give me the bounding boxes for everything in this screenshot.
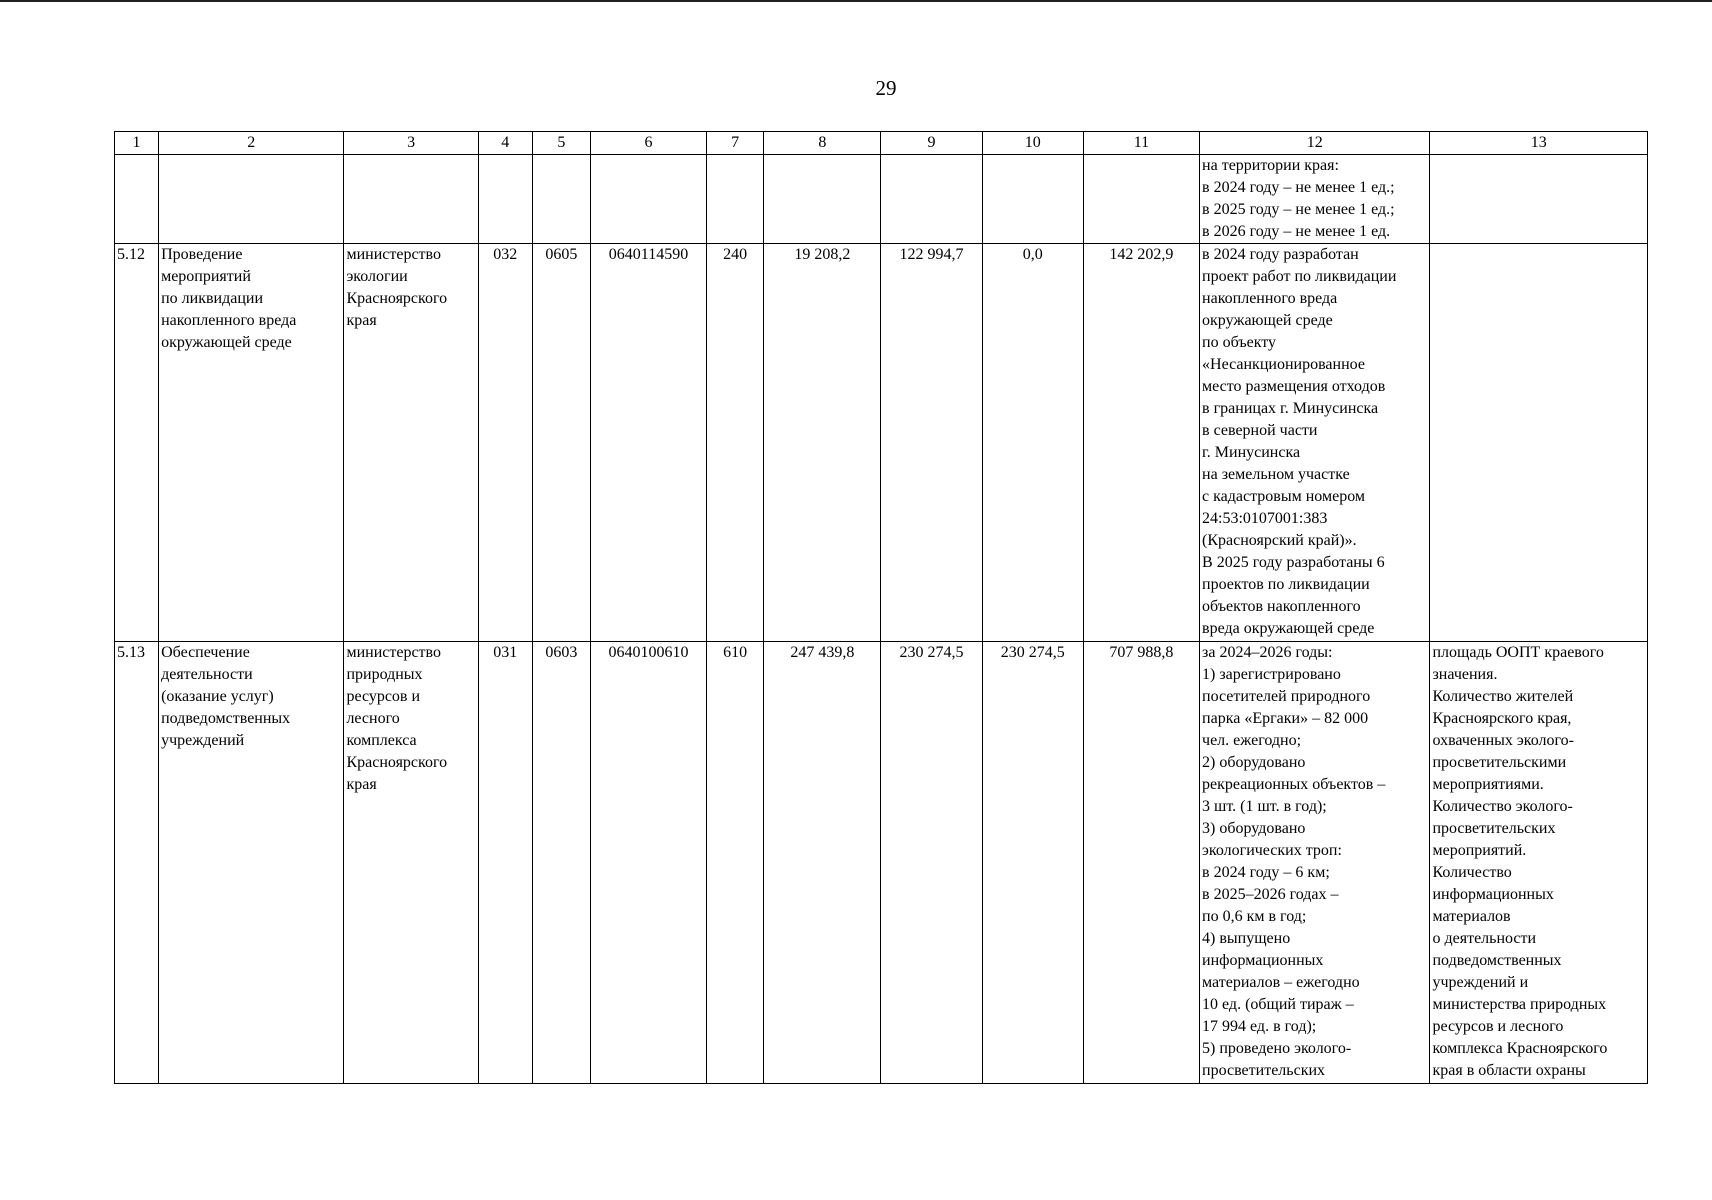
code-cell: 240 — [707, 244, 764, 642]
amount-cell: 247 439,8 — [764, 642, 881, 1084]
column-header: 10 — [982, 132, 1083, 155]
row-number-cell: 5.13 — [115, 642, 159, 1084]
column-header: 12 — [1200, 132, 1430, 155]
table-row — [115, 642, 1648, 1084]
code-cell — [590, 155, 706, 244]
table-row — [115, 155, 1648, 244]
code-cell: 610 — [707, 642, 764, 1084]
executor-cell: министерство экологии Красноярского края — [344, 244, 478, 642]
column-header: 8 — [764, 132, 881, 155]
column-header: 13 — [1430, 132, 1648, 155]
code-cell: 0640114590 — [590, 244, 706, 642]
activity-name-cell: Проведение мероприятий по ликвидации накопленного вреда окружающей среде — [159, 244, 344, 642]
result-cell: в 2024 году разработан проект работ по ликвидации накопленного вреда окружающей среде по объекту «Несанкционированное место размещения отходов в границах г. Минусинска в северной части г. Минусинска на земельном участке с кадастровым номером 24:53:0107001:383 (Красноярский край)». В 2025 году разработаны 6 проектов по ликвидации объектов накопленного вреда окружающей среде — [1200, 244, 1430, 642]
amount-cell: 19 208,2 — [764, 244, 881, 642]
activity-name-cell — [159, 155, 344, 244]
amount-cell — [764, 155, 881, 244]
column-header: 9 — [881, 132, 982, 155]
amount-cell: 707 988,8 — [1083, 642, 1199, 1084]
activity-name-cell: Обеспечение деятельности (оказание услуг) подведомственных учреждений — [159, 642, 344, 1084]
code-cell: 0640100610 — [590, 642, 706, 1084]
column-header: 6 — [590, 132, 706, 155]
column-header: 3 — [344, 132, 478, 155]
code-cell — [707, 155, 764, 244]
indicator-cell — [1430, 244, 1648, 642]
code-cell: 032 — [478, 244, 532, 642]
page-top-border — [0, 0, 1712, 2]
table-header-row — [115, 132, 1648, 155]
code-cell — [532, 155, 590, 244]
row-number-cell: 5.12 — [115, 244, 159, 642]
column-header: 5 — [532, 132, 590, 155]
executor-cell — [344, 155, 478, 244]
indicator-cell — [1430, 155, 1648, 244]
column-header: 4 — [478, 132, 532, 155]
budget-table — [114, 131, 1648, 1084]
row-number-cell — [115, 155, 159, 244]
column-header: 7 — [707, 132, 764, 155]
code-cell: 0605 — [532, 244, 590, 642]
amount-cell: 142 202,9 — [1083, 244, 1199, 642]
code-cell — [478, 155, 532, 244]
amount-cell — [982, 155, 1083, 244]
result-cell: на территории края: в 2024 году – не менее 1 ед.; в 2025 году – не менее 1 ед.; в 2026 году – не менее 1 ед. — [1200, 155, 1430, 244]
column-header: 11 — [1083, 132, 1199, 155]
amount-cell — [1083, 155, 1199, 244]
amount-cell: 122 994,7 — [881, 244, 982, 642]
amount-cell — [881, 155, 982, 244]
code-cell: 0603 — [532, 642, 590, 1084]
column-header: 1 — [115, 132, 159, 155]
code-cell: 031 — [478, 642, 532, 1084]
page-number: 29 — [875, 76, 897, 100]
indicator-cell: площадь ООПТ краевого значения. Количество жителей Красноярского края, охваченных эколого- просветительскими мероприятиями. Количество эколого- просветительских мероприятий. Количество информационных материалов о деятельности подведомственных учреждений и министерства природных ресурсов и лесного комплекса Красноярского края в области охраны — [1430, 642, 1648, 1084]
column-header: 2 — [159, 132, 344, 155]
table-row — [115, 244, 1648, 642]
amount-cell: 230 274,5 — [881, 642, 982, 1084]
executor-cell: министерство природных ресурсов и лесного комплекса Красноярского края — [344, 642, 478, 1084]
amount-cell: 230 274,5 — [982, 642, 1083, 1084]
result-cell: за 2024–2026 годы: 1) зарегистрировано посетителей природного парка «Ергаки» – 82 000 чел. ежегодно; 2) оборудовано рекреационных объектов – 3 шт. (1 шт. в год); 3) оборудовано экологических троп: в 2024 году – 6 км; в 2025–2026 годах – по 0,6 км в год; 4) выпущено информационных материалов – ежегодно 10 ед. (общий тираж – 17 994 ед. в год); 5) проведено эколого- просветительских — [1200, 642, 1430, 1084]
amount-cell: 0,0 — [982, 244, 1083, 642]
